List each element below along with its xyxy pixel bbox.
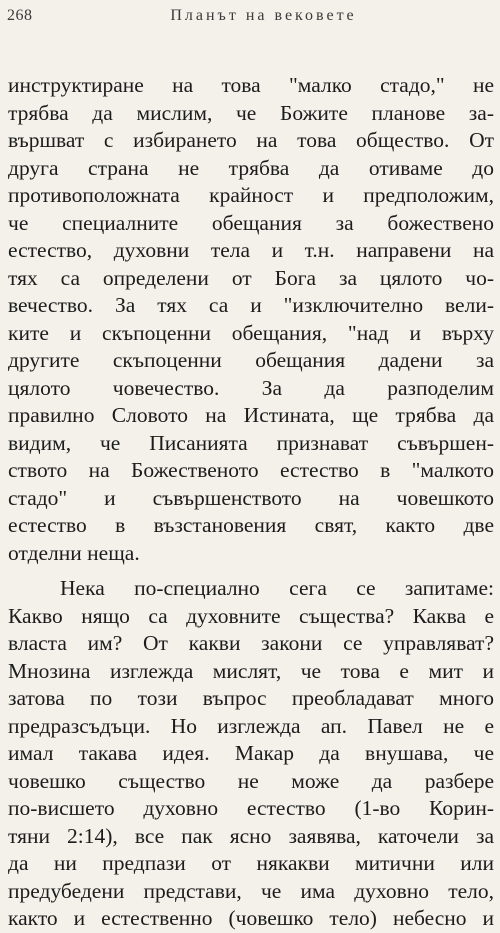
paragraph (8, 72, 494, 567)
text-line: да ни предпази от някакви митични или (8, 851, 494, 875)
text-line: трябва да мислим, че Божите планове за- (8, 100, 494, 125)
text-line: по-висшето духовно естество (1-во Корин- (8, 796, 494, 820)
text-line: противоположната крайност и предположим, (8, 183, 494, 207)
text-line: инструктиране на това "малко стадо," не (8, 73, 494, 97)
text-line: затова по този въпрос преобладават много (8, 686, 494, 710)
text-line: ките и скъпоценни обещания, "над и върху (8, 320, 494, 345)
text-line: както и естественно (човешко тело) небесно и (8, 906, 494, 930)
text-line: имал такава идея. Макар да внушава, че (8, 741, 494, 765)
text-line: тяни 2:14), все пак ясно заявява, каточели за (8, 823, 494, 848)
text-line: предубедени представи, че има духовно тело, (8, 878, 494, 903)
text-line: вечество. За тях са и "изключително вели- (8, 293, 494, 317)
text-line: стадо" и съвършенството на човешкото (8, 485, 494, 510)
text-line: видим, че Писанията признават съвършен- (8, 430, 494, 455)
text-line: власта им? От какви закони се управляват? (8, 631, 494, 655)
body-text (8, 72, 494, 933)
text-line: правилно Словото на Истината, ще трябва да (8, 403, 494, 427)
text-line: естество в възстановения свят, както две (8, 513, 494, 537)
text-line: вършват с избирането на това общество. От (8, 128, 494, 152)
text-line: естество, духовни тела и т.н. направени на (8, 238, 494, 262)
running-title: Планът на вековете (170, 7, 357, 24)
running-head (7, 7, 490, 29)
text-line: Мнозина изглежда мислят, че това е мит и (8, 658, 494, 683)
paragraph-spacer (8, 567, 494, 575)
text-line: Нека по-специално сега се запитаме: (60, 576, 494, 600)
text-line: човешко същество не може да разбере (8, 768, 494, 793)
page-number: 268 (7, 7, 33, 24)
text-line: ството на Божественото естество в "малкото (8, 458, 494, 482)
text-line: отделни неща. (8, 540, 140, 565)
text-line: цялото човечество. За да разподелим (8, 375, 494, 400)
text-line: Какво нящо са духовните същества? Каква е (8, 603, 494, 628)
text-line: друга страна не трябва да отиваме до (8, 155, 494, 180)
text-line: предразсъдъци. Но изглежда ап. Павел не е (8, 713, 494, 738)
text-line: че специалните обещания за божествено (8, 210, 494, 235)
text-line: тях са определени от Бога за цялото чо- (8, 265, 494, 290)
paragraph (8, 575, 494, 933)
text-line: другите скъпоценни обещания дадени за (8, 348, 494, 372)
